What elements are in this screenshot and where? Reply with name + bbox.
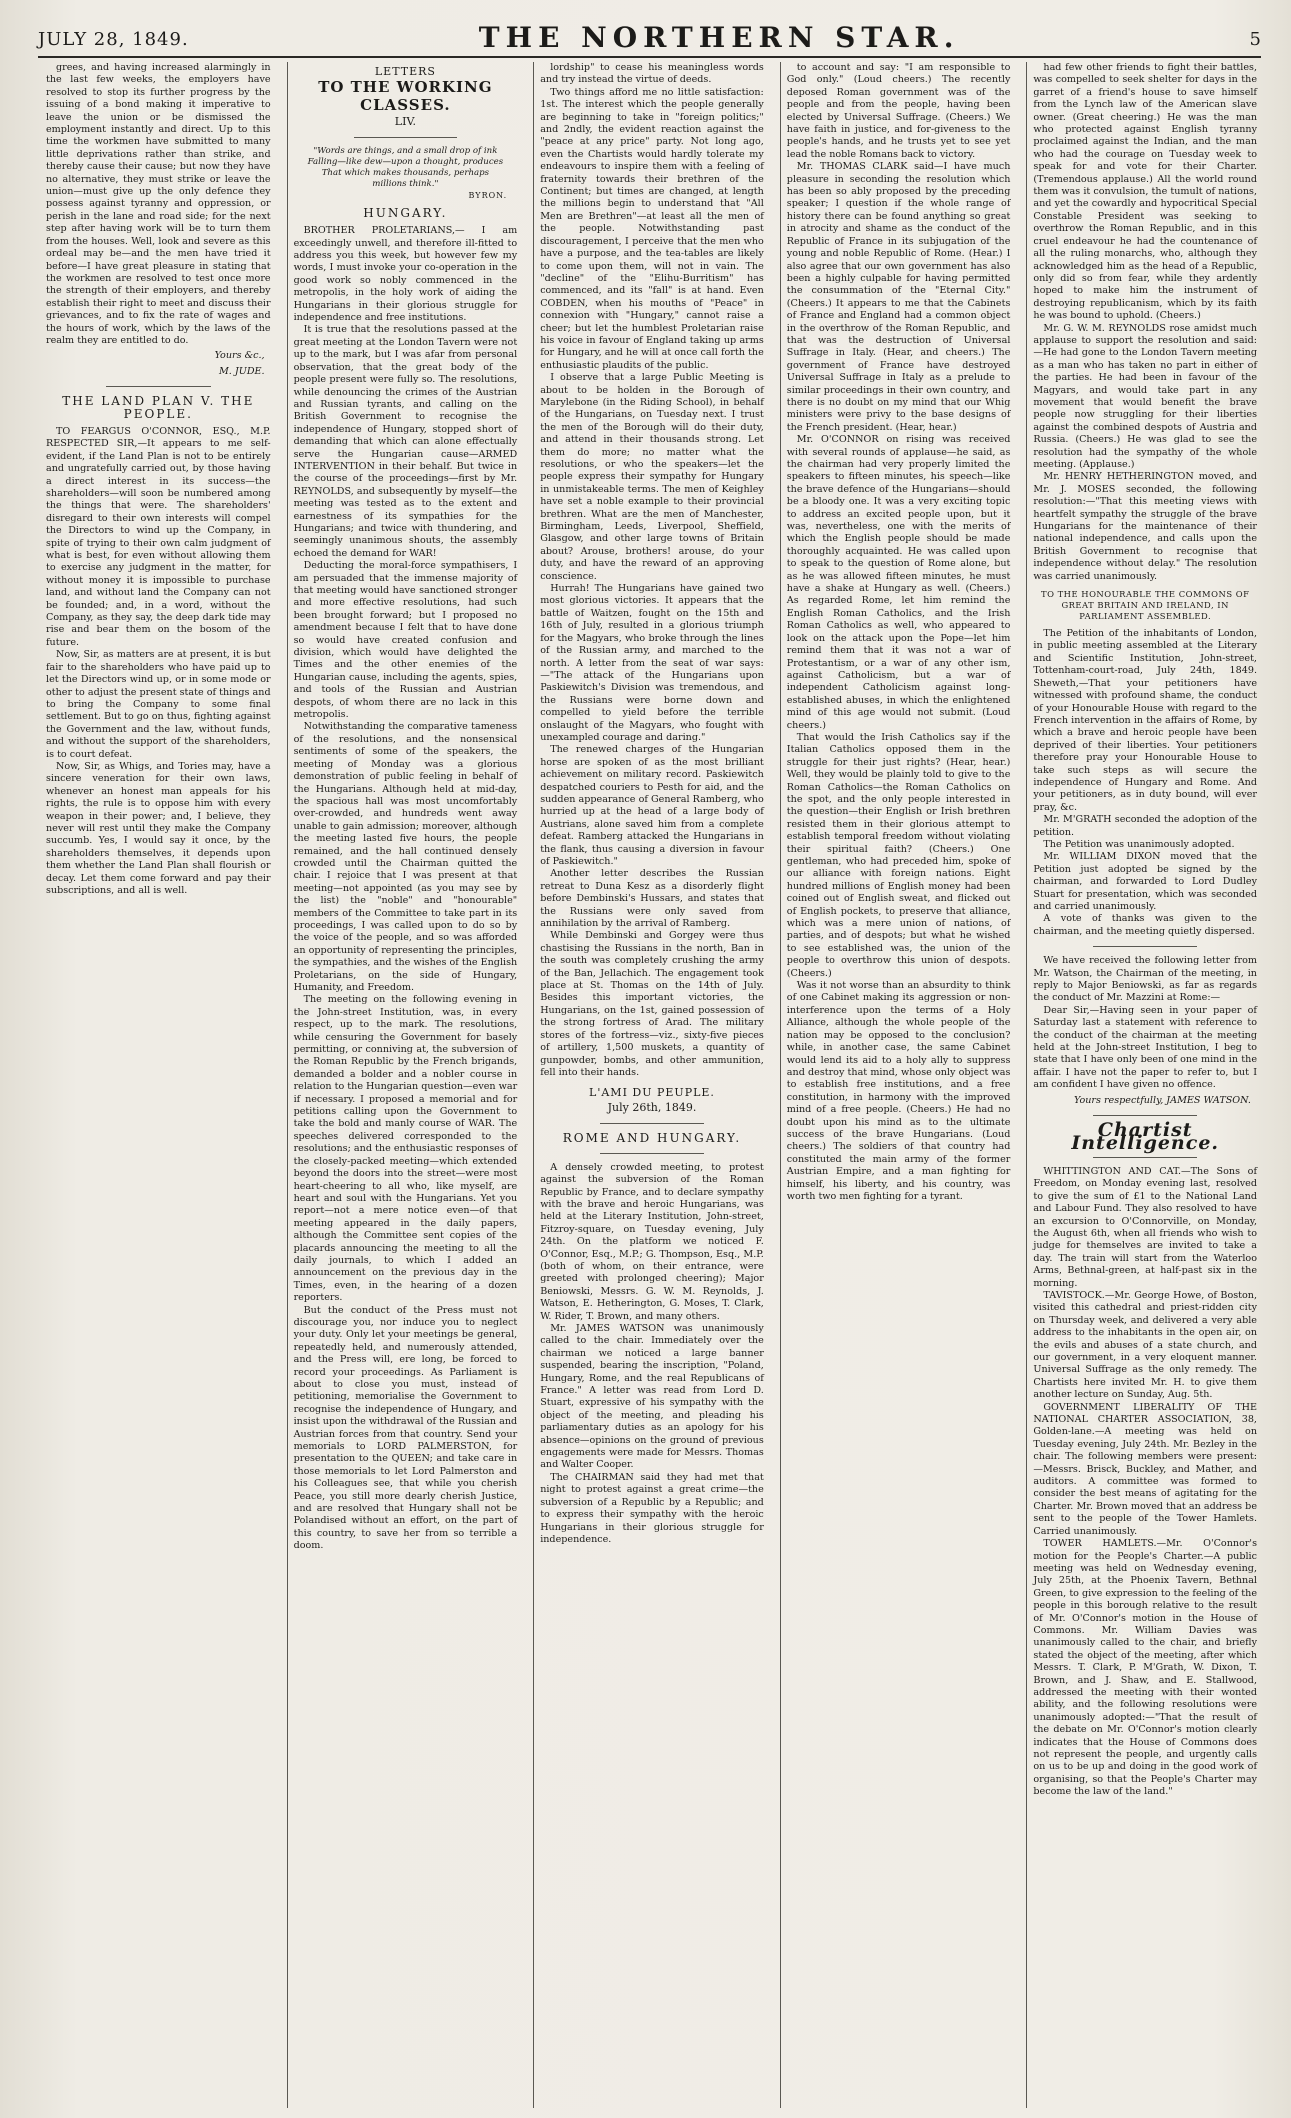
divider — [354, 137, 458, 138]
letter-signature: Yours respectfully, JAMES WATSON. — [1073, 1094, 1251, 1106]
paragraph: Mr. O'CONNOR on rising was received with several rounds of applause—he said, as the chairman had very properly limited the speakers to fifteen minutes, his speech—like the brave defence of the Hungarians—should be a bloody one. It was a very exciting topic to address an excited people upon, but it was, nevertheless, one with the merits of which the English people should be made thoroughly acquainted. He was called upon to speak to the question of Rome alone, but as he was allowed fifteen minutes, he must have a shake at Hungary as well. (Cheers.) As regarded Rome, let him remind the English Roman Catholics, and the Irish Roman Catholics as well, who appeared to look on the attack upon the Pope—let him remind them that it was not a war of Protestantism, or a war of any other ism, against Catholicism, but a war of independent Catholicism against long-established abuses, in which the enlightened mind of this age would not submit. (Loud cheers.) — [786, 434, 1011, 731]
paragraph: Mr. G. W. M. REYNOLDS rose amidst much applause to support the resolution and said:—He had gone to the London Tavern meeting as a man who has taken no part in either of the parties. He had been in favour of the Magyars, and would take part in any movement that would benefit the brave people now struggling for their liberties against the combined despots of Austria and Russia. (Cheers.) He was glad to see the resolution had the sympathy of the whole meeting. (Applause.) — [1033, 322, 1257, 470]
letter-date: July 26th, 1849. — [607, 1101, 697, 1115]
letters-header — [294, 66, 518, 129]
paragraph: Mr. WILLIAM DIXON moved that the Petition just adopted be signed by the chairman, and forwarded to Lord Dudley Stuart for presentation, which was seconded and carried unanimously. — [1033, 851, 1257, 912]
divider — [1093, 946, 1197, 947]
paragraph: A densely crowded meeting, to protest against the subversion of the Roman Republic by France, and to declare sympathy with the brave and heroic Hungarians, was held at the Literary Institution, John-street, Fitzroy-square, on Tuesday evening, July 24th. On the platform we noticed F. O'Connor, Esq., M.P.; G. Thompson, Esq., M.P. (both of whom, on their entrance, were greeted with prolonged cheering); Major Beniowski, Messrs. G. W. M. Reynolds, J. Watson, E. Hetherington, G. Moses, T. Clark, W. Rider, T. Brown, and many others. — [540, 1161, 764, 1322]
paragraph: had few other friends to fight their battles, was compelled to seek shelter for days in the garret of a friend's house to save himself from the Lynch law of the American slave owner. (Great cheering.) He was the man who protected against English tyranny proclaimed against the Indian, and the man who had the courage on Tuesday week to speak for and vote for their Charter. (Tremendous applause.) All the world round them was it convulsion, the tumult of nations, and yet the cowardly and hypocritical Special Constable President was seeking to overthrow the Roman Republic, and in this cruel endeavour he had the countenance of all the ruling monarchs, who, although they acknowledged him as the head of a Republic, only did so from fear, while they ardently hoped to make him the instrument of destroying republicanism, which by its faith he was bound to uphold. (Cheers.) — [1033, 62, 1257, 322]
divider — [1093, 1157, 1197, 1158]
masthead — [38, 10, 1261, 58]
article-title: ROME AND HUNGARY. — [562, 1131, 742, 1146]
divider — [106, 386, 211, 387]
paragraph: WHITTINGTON AND CAT.—The Sons of Freedom, on Monday evening last, resolved to give the sum of £1 to the National Land and Labour Fund. They also resolved to have an excursion to O'Connorville, on Monday, the August 6th, when all friends who wish to judge for themselves are invited to take a day. The train will start from the Waterloo Arms, Bethnal-green, at half-past six in the morning. — [1033, 1165, 1257, 1289]
paragraph: to account and say: "I am responsible to God only." (Loud cheers.) The recently deposed Roman government was of the people and from the people, having been elected by Universal Suffrage. (Cheers.) We have faith in justice, and for-giveness to the people's hands, and he trusts yet to see yet lead the noble Romans back to victory. — [786, 62, 1011, 160]
column-1 — [40, 62, 277, 2108]
petition-heading: TO THE HONOURABLE THE COMMONS OF GREAT BRITAIN AND IRELAND, IN PARLIAMENT ASSEMBLED. — [1040, 589, 1250, 622]
paragraph: But the conduct of the Press must not discourage you, nor induce you to neglect your duty. Only let your meetings be general, repeatedly held, and numerously attended, and the Press will, ere long, be forced to record your proceedings. As Parliament is about to close you must, instead of petitioning, memorialise the Government to recognise the independence of Hungary, and insist upon the withdrawal of the Russian and Austrian forces from that country. Send your memorials to LORD PALMERSTON, for presentation to the QUEEN; and take care in those memorials to let Lord Palmerston and his Colleagues see, that while you cherish Peace, you still more dearly cherish Justice, and are resolved that Hungary shall not be Polandised without an effort, on the part of this country, to save her from so terrible a doom. — [293, 1304, 518, 1552]
paragraph: Mr. M'GRATH seconded the adoption of the petition. — [1033, 814, 1257, 838]
paragraph: lordship" to cease his meaningless words and try instead the virtue of deeds. — [540, 62, 764, 86]
paragraph: Mr. JAMES WATSON was unanimously called to the chair. Immediately over the chairman we noticed a large banner suspended, bearing the inscription, "Poland, Hungary, Rome, and the real Republicans of France." A letter was read from Lord D. Stuart, expressive of his sympathy with the object of the meeting, and pleading his parliamentary duties as an apology for his absence—opinions on the ground of previous engagements were made for Messrs. Thomas and Walter Cooper. — [540, 1323, 764, 1471]
paragraph: grees, and having increased alarmingly in the last few weeks, the employers have resolved to stop its further progress by the issuing of a bond making it imperative to leave the union or be dismissed the employment instantly and direct. Up to this time the workmen have submitted to many little deprivations rather than strike, and thereby cause their cause; but now they have no alternative, they must strike or leave the union—must give up the only defence they possess against tyranny and oppression, or perish in the lane and road side; for the next step after having work will be to turn them from the houses. Well, look and severe as this ordeal may be—and the men have tried it before—I have great pleasure in stating that the workmen are resolved to test once more the strength of their employers, and thereby establish their right to meet and discuss their grievances, and to fix the rate of wages and the hours of work, which by the laws of the realm they are entitled to do. — [46, 62, 271, 346]
letter-signature: L'AMI DU PEUPLE. — [589, 1086, 715, 1100]
paragraph: The Petition was unanimously adopted. — [1043, 838, 1235, 850]
section-title: HUNGARY. — [363, 205, 448, 220]
paragraph: It is true that the resolutions passed at the great meeting at the London Tavern were not up to the mark, but I was afar from personal observation, that the great body of the people present were fully so. The resolutions, while denouncing the crimes of the Austrian and Russian tyrants, and calling on the British Government to recognise the independence of Hungary, stopped short of demanding that which can alone effectually serve the Hungarian cause—ARMED INTERVENTION in their behalf. But twice in the course of the proceedings—first by Mr. REYNOLDS, and subsequently by myself—the meeting was tested as to the extent and earnestness of its sympathies for the Hungarians; and twice with thundering, and seemingly unanimous shouts, the assembly echoed the demand for WAR! — [293, 324, 518, 559]
letters-label: LETTERS — [374, 65, 436, 78]
page-number: 5 — [1249, 29, 1261, 50]
paragraph: Dear Sir,—Having seen in your paper of Saturday last a statement with reference to the conduct of the chairman at the meeting held at the John-street Institution, I beg to state that I have only been of one mind in the affair. I have not the paper to refer to, but I am confident I have given no offence. — [1033, 1004, 1257, 1091]
paragraph: TAVISTOCK.—Mr. George Howe, of Boston, visited this cathedral and priest-ridden city on Thursday week, and delivered a very able address to the inhabitants in the open air, on the evils and abuses of a state church, and our government, in a very eloquent manner. Universal Suffrage as the only remedy. The Chartists here invited Mr. H. to give them another lecture on Sunday, Aug. 5th. — [1033, 1289, 1257, 1401]
paragraph: A vote of thanks was given to the chairman, and the meeting quietly dispersed. — [1033, 913, 1257, 937]
column-grid — [40, 62, 1263, 2108]
section-title: Chartist Intelligence. — [1071, 1119, 1220, 1154]
article-title: THE LAND PLAN V. THE PEOPLE. — [62, 394, 255, 421]
petition-text: The Petition of the inhabitants of London, in public meeting assembled at the Literary and Scientific Institution, John-street, Tottenham-court-road, July 24th, 1849. Sheweth,—That your petitioners have witnessed with profound shame, the conduct of your Honourable House with regard to the French intervention in the affairs of Rome, by which a brave and heroic people have been deprived of their liberties. Your petitioners therefore pray your Honourable House to take such steps as will secure the independence of Hungary and Rome. And your petitioners, as in duty bound, will ever pray, &c. — [1033, 628, 1257, 813]
paragraph: GOVERNMENT LIBERALITY OF THE NATIONAL CHARTER ASSOCIATION, 38, Golden-lane.—A meeting was held on Tuesday evening, July 24th. Mr. Bezley in the chair. The following members were present:—Messrs. Brisck, Buckley, and Mather, and auditors. A committee was formed to consider the best means of agitating for the Charter. Mr. Brown moved that an address be sent to the people of the Tower Hamlets. Carried unanimously. — [1033, 1401, 1257, 1537]
paragraph: Notwithstanding the comparative tameness of the resolutions, and the nonsensical sentiments of some of the speakers, the meeting of Monday was a glorious demonstration of public feeling in behalf of the Hungarians. Although held at mid-day, the spacious hall was most uncomfortably over-crowded, and hundreds went away unable to gain admission; moreover, although the meeting lasted five hours, the people remained, and the hall continued densely crowded until the Chairman quitted the chair. I rejoice that I was present at that meeting—not appointed (as you may see by the list) the "noble" and "honourable" members of the Committee to take part in its proceedings, I was called upon to do so by the voice of the people, and so was afforded an opportunity of representing the principles, the sympathies, and the wishes of the English Proletarians, on the side of Hungary, Humanity, and Freedom. — [293, 721, 518, 993]
paragraph: That would the Irish Catholics say if the Italian Catholics opposed them in the struggle for their just rights? (Hear, hear.) Well, they would be plainly told to give to the Roman Catholics—the Roman Catholics on the spot, and the only people interested in the question—their English or Irish brethren resisted them in their glorious attempt to establish temporal freedom without violating their spiritual faith? (Cheers.) One gentleman, who had preceded him, spoke of our alliance with foreign nations. Eight hundred millions of English money had been coined out of English sweat, and flicked out of English pockets, to preserve that alliance, which was a mere union of nations, of parties, and of despots; but what he wished to see established was, the union of the people to overthrow this union of despots. (Cheers.) — [786, 731, 1011, 979]
letters-title: TO THE WORKING CLASSES. — [318, 78, 493, 115]
column-5 — [1026, 62, 1263, 2108]
paragraph: Now, Sir, as matters are at present, it is but fair to the shareholders who have paid up to let the Directors wind up, or in some mode or other to adjust the present state of things and to bring the Company to some final settlement. But to go on thus, fighting against the Government and the law, without funds, and without the support of the shareholders, is to court defeat. — [46, 649, 271, 760]
column-3 — [533, 62, 770, 2108]
divider — [600, 1153, 704, 1154]
paragraph: TOWER HAMLETS.—Mr. O'Connor's motion for the People's Charter.—A public meeting was held on Wednesday evening, July 25th, at the Phoenix Tavern, Bethnal Green, to give expression to the feeling of the people in this borough relative to the result of Mr. O'Connor's motion in the House of Commons. Mr. William Davies was unanimously called to the chair, and briefly stated the object of the meeting, after which Messrs. T. Clark, P. M'Grath, W. Dixon, T. Brown, and J. Shaw, and E. Stallwood, addressed the meeting with their wonted ability, and the following resolutions were unanimously adopted:—"That the result of the debate on Mr. O'Connor's motion clearly indicates that the House of Commons does not represent the people, and urgently calls on us to be up and doing in the good work of organising, so that the People's Charter may become the law of the land." — [1033, 1538, 1257, 1798]
paragraph: Mr. HENRY HETHERINGTON moved, and Mr. J. MOSES seconded, the following resolution:—"That this meeting views with heartfelt sympathy the struggle of the brave Hungarians for the maintenance of their national independence, and calls upon the British Government to recognise that independence without delay." The resolution was carried unanimously. — [1033, 471, 1257, 582]
paragraph: While Dembinski and Gorgey were thus chastising the Russians in the north, Ban in the south was completely crushing the army of the Ban, Jellachich. The engagement took place at St. Thomas on the 14th of July. Besides this important victories, the Hungarians, on the 1st, gained possession of the strong fortress of Arad. The military stores of the fortress—viz., sixty-five pieces of artillery, 1,500 muskets, a quantity of gunpowder, bombs, and other ammunition, fell into their hands. — [540, 930, 764, 1078]
paragraph: We have received the following letter from Mr. Watson, the Chairman of the meeting, in reply to Major Beniowski, as far as regards the conduct of Mr. Mazzini at Rome:— — [1033, 955, 1257, 1004]
paragraph: Now, Sir, as Whigs, and Tories may, have a sincere veneration for their own laws, whenever an honest man appeals for his rights, the rule is to oppose him with every weapon in their power; and, I believe, they never will rest until they make the Company succumb. Yes, I would say it once, by the shareholders themselves, it depends upon them whether the Land Plan shall flourish or decay. Let them come forward and pay their subscriptions, and all is well. — [46, 760, 271, 896]
epigraph-text: "Words are things, and a small drop of ink Falling—like dew—upon a thought, produces That which makes thousands, perhaps millions think." — [307, 145, 504, 189]
paragraph: The meeting on the following evening in the John-street Institution, was, in every respect, up to the mark. The resolutions, while censuring the Government for basely permitting, or conniving at, the subversion of the Roman Republic by the French brigands, demanded a bolder and a nobler course in relation to the Hungarian question—even war if necessary. I proposed a memorial and for petitions calling upon the Government to take the bold and manly course of WAR. The speeches delivered corresponded to the resolutions; and the enthusiastic responses of the closely-packed meeting—which extended beyond the doors into the street—were most heart-cheering to all who, like myself, are heart and soul with the Hungarians. Yet you report—not a mere notice even—of that meeting appeared in the daily papers, although the Committee sent copies of the placards announcing the meeting to all the daily journals, to which I added an announcement on the previous day in the Times, even, in the hearing of a dozen reporters. — [293, 994, 518, 1304]
paragraph: Mr. THOMAS CLARK said—I have much pleasure in seconding the resolution which has been so ably proposed by the preceding speaker; I question if the whole range of history there can be found anything so great in atrocity and shame as the conduct of the Republic of France in its subjugation of the young and noble Republic of Rome. (Hear.) I also agree that our own government has also been a highly culpable for having permitted the consummation of the "Eternal City." (Cheers.) It appears to me that the Cabinets of France and England had a common object in the overthrow of the Roman Republic, and that was the destruction of Universal Suffrage in Italy. (Hear, and cheers.) The government of France have destroyed Universal Suffrage in Italy as a prelude to similar proceedings in their own country, and there is no doubt on my mind that our Whig ministers were privy to the base designs of the French president. (Hear, hear.) — [786, 161, 1011, 433]
paragraph: The CHAIRMAN said they had met that night to protest against a great crime—the subversion of a Republic by a Republic; and to express their sympathy with the heroic Hungarians in their glorious struggle for independence. — [540, 1471, 764, 1545]
letter-number: LIV. — [394, 115, 416, 129]
epigraph-attribution: BYRON. — [468, 190, 508, 200]
divider — [600, 1123, 704, 1124]
column-2 — [287, 62, 524, 2108]
paragraph: BROTHER PROLETARIANS,— I am exceedingly unwell, and therefore ill-fitted to address you this week, but however few my words, I must invoke your co-operation in the good work so nobly commenced in the metropolis, in the holy work of aiding the Hungarians in their glorious struggle for independence and free institutions. — [293, 225, 518, 324]
paragraph: Was it not worse than an absurdity to think of one Cabinet making its aggression or non-interference upon the terms of a Holy Alliance, although the whole people of the nation may be opposed to the conclusion? while, in another case, the same Cabinet would lend its aid to a holy ally to suppress and destroy that mind, whose only object was to establish free institutions, and a free constitution, in harmony with the improved mind of a free people. (Cheers.) He had no doubt upon his mind as to the ultimate success of the brave Hungarians. (Loud cheers.) The soldiers of that country had constituted the main army of the former Austrian Empire, and a man fighting for himself, his liberty, and his country, was worth two men fighting for a tyrant. — [786, 980, 1011, 1202]
paragraph: Another letter describes the Russian retreat to Duna Kesz as a disorderly flight before Dembinski's Hussars, and states that the Russians were only saved from annihilation by the arrival of Ramberg. — [540, 868, 764, 930]
paragraph: Deducting the moral-force sympathisers, I am persuaded that the immense majority of that meeting would have sanctioned stronger and more effective resolutions, had such been brought forward; but I proposed no amendment because I felt that to have done so would have created confusion and division, which would have delighted the Times and the other enemies of the Hungarian cause, including the agents, spies, and tools of the Russian and Austrian despots, of whom there are no lack in this metropolis. — [293, 560, 518, 721]
issue-date: JULY 28, 1849. — [38, 29, 189, 50]
paragraph: TO FEARGUS O'CONNOR, ESQ., M.P. RESPECTED SIR,—It appears to me self-evident, if the Land Plan is not to be entirely and ungratefully carried out, by those having a direct interest in its success—the shareholders—will soon be numbered among the things that were. The shareholders' disregard to their own interests will compel the Directors to wind up the Company, in spite of trying to their own calm judgment of what is best, for even without allowing them to exercise any judgment in the matter, for without money it is impossible to purchase land, and without land the Company can not be founded; and, in a word, without the Company, as they say, the deep dark tide may rise and bear them on the bosom of the future. — [46, 425, 271, 648]
signoff-name: M. JUDE. — [218, 365, 265, 377]
newspaper-title: THE NORTHERN STAR. — [478, 21, 960, 54]
epigraph — [304, 146, 508, 201]
column-4 — [780, 62, 1017, 2108]
paragraph: I observe that a large Public Meeting is about to be holden in the Borough of Marylebone (in the Riding School), in behalf of the Hungarians, on Tuesday next. I trust the men of the Borough will do their duty, and attend in their thousands strong. Let them do more; no matter what the resolutions, or who the speakers—let the people express their sympathy for Hungary in unmistakeable terms. The men of Keighley have set a noble example to their provincial brethren. What are the men of Manchester, Birmingham, Leeds, Liverpool, Sheffield, Glasgow, and other large towns of Britain about? Arouse, brothers! arouse, do your duty, and have the reward of an approving conscience. — [540, 372, 764, 582]
letter-closing — [540, 1085, 764, 1115]
signoff-yours: Yours &c., — [214, 350, 265, 362]
paragraph: The renewed charges of the Hungarian horse are spoken of as the most brilliant achievement on military record. Paskiewitch despatched couriers to Pesth for aid, and the sudden appearance of General Ramberg, who hurried up at the head of a large body of Austrians, alone saved him from a complete defeat. Ramberg attacked the Hungarians in the flank, thus causing a diversion in favour of Paskiewitch." — [540, 744, 764, 867]
divider — [1093, 1115, 1197, 1116]
paragraph: Hurrah! The Hungarians have gained two most glorious victories. It appears that the battle of Waitzen, fought on the 15th and 16th of July, resulted in a glorious triumph for the Magyars, who broke through the lines of the Russian army, and marched to the north. A letter from the seat of war says:—"The attack of the Hungarians upon Paskiewitch's Division was tremendous, and the Russians were borne down and compelled to yield before the terrible onslaught of the Magyars, who fought with unexampled courage and daring." — [540, 583, 764, 743]
paragraph: Two things afford me no little satisfaction: 1st. The interest which the people generally are beginning to take in "foreign politics;" and 2ndly, the evident reaction against the "peace at any price" party. Not long ago, even the Chartists would hardly tolerate my endeavours to inspire them with a feeling of fraternity towards their brethren of the Continent; but times are changed, at length the millions begin to understand that "All Men are Brethren"—at least all the men of the people. Notwithstanding past discouragement, I perceive that the men who have a purpose, and the tea-tables are likely to come upon them, will not in vain. The "decline" of the "Elihu-Burritism" has commenced, and its "fall" is at hand. Even COBDEN, when his mouths of "Peace" in connexion with "Hungary," cannot raise a cheer; but let the humblest Proletarian raise his voice in favour of England taking up arms for Hungary, and he will at once call forth the enthusiastic plaudits of the public. — [540, 86, 764, 371]
